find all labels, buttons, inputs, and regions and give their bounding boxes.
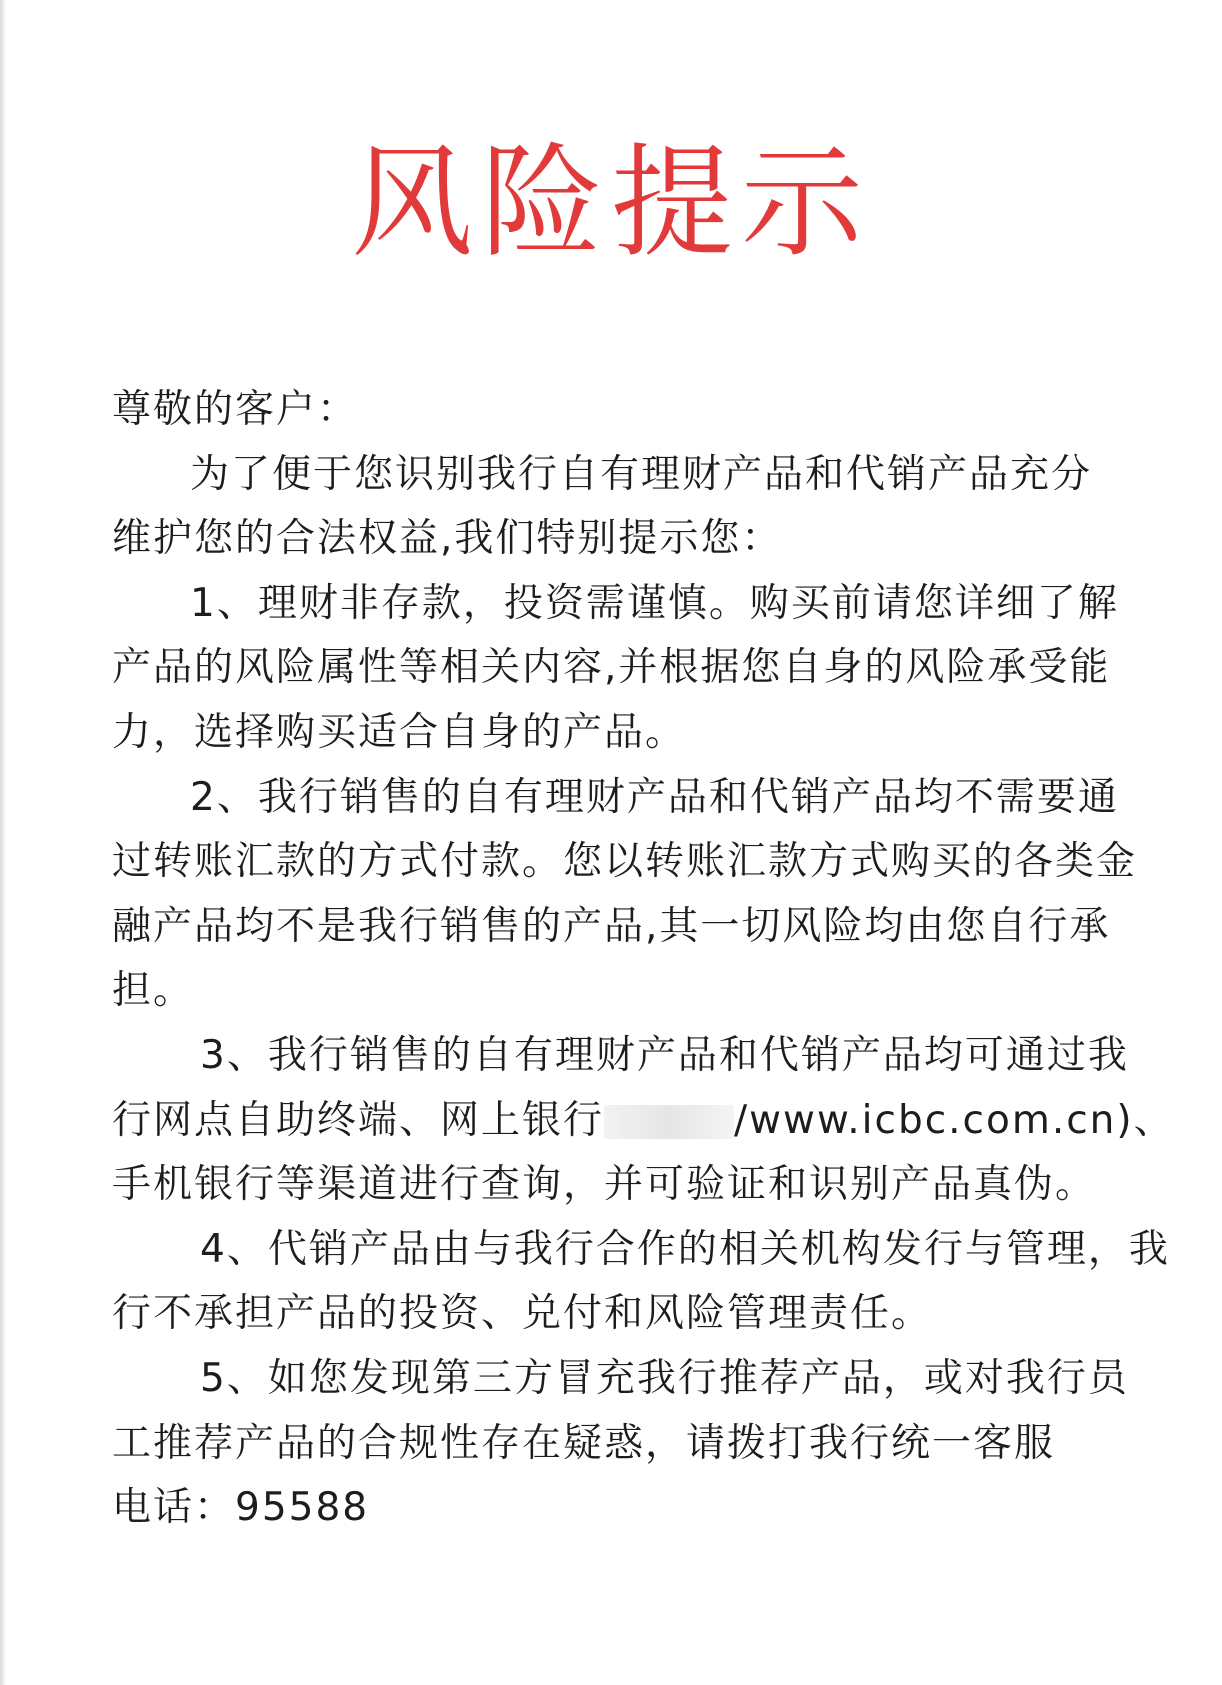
item3-line-3: 手机银行等渠道进行查询，并可验证和识别产品真伪。 [112,1162,1097,1208]
item1-line-2: 产品的风险属性等相关内容,并根据您自身的风险承受能 [112,645,1111,691]
greeting: 尊敬的客户： [112,387,359,432]
item3-line-2-start: 行网点自助终端、网上银行 [112,1097,605,1143]
redacted-region [604,1105,734,1139]
item1-line-1: 1、理财非存款，投资需谨慎。购买前请您详细了解 [190,580,1119,626]
item3-line-2 [112,1089,1175,1154]
item3-url: /www.icbc.com.cn)、 [734,1097,1175,1143]
item3-line-1: 3、我行销售的自有理财产品和代销产品均可通过我 [200,1032,1129,1078]
intro-line-1: 为了便于您识别我行自有理财产品和代销产品充分 [190,451,1093,497]
item5-line-2: 工推荐产品的合规性存在疑惑，请拨打我行统一客服 [112,1420,1056,1466]
notice-body [112,378,1175,1541]
item2-line-4: 担。 [112,968,195,1014]
item1-line-3: 力，选择购买适合自身的产品。 [112,709,687,755]
intro-line-2: 维护您的合法权益,我们特别提示您： [112,516,783,562]
item2-line-2: 过转账汇款的方式付款。您以转账汇款方式购买的各类金 [112,839,1138,885]
item2-line-3: 融产品均不是我行销售的产品,其一切风险均由您自行承 [112,903,1111,949]
notice-title: 风险提示 [351,132,871,274]
item4-line-1: 4、代销产品由与我行合作的相关机构发行与管理，我 [200,1226,1170,1272]
item2-line-1: 2、我行销售的自有理财产品和代销产品均不需要通 [190,774,1119,820]
item4-line-2: 行不承担产品的投资、兑付和风险管理责任。 [112,1291,933,1337]
item5-phone-line: 电话：95588 [112,1485,370,1531]
item5-line-1: 5、如您发现第三方冒充我行推荐产品，或对我行员 [200,1355,1129,1401]
